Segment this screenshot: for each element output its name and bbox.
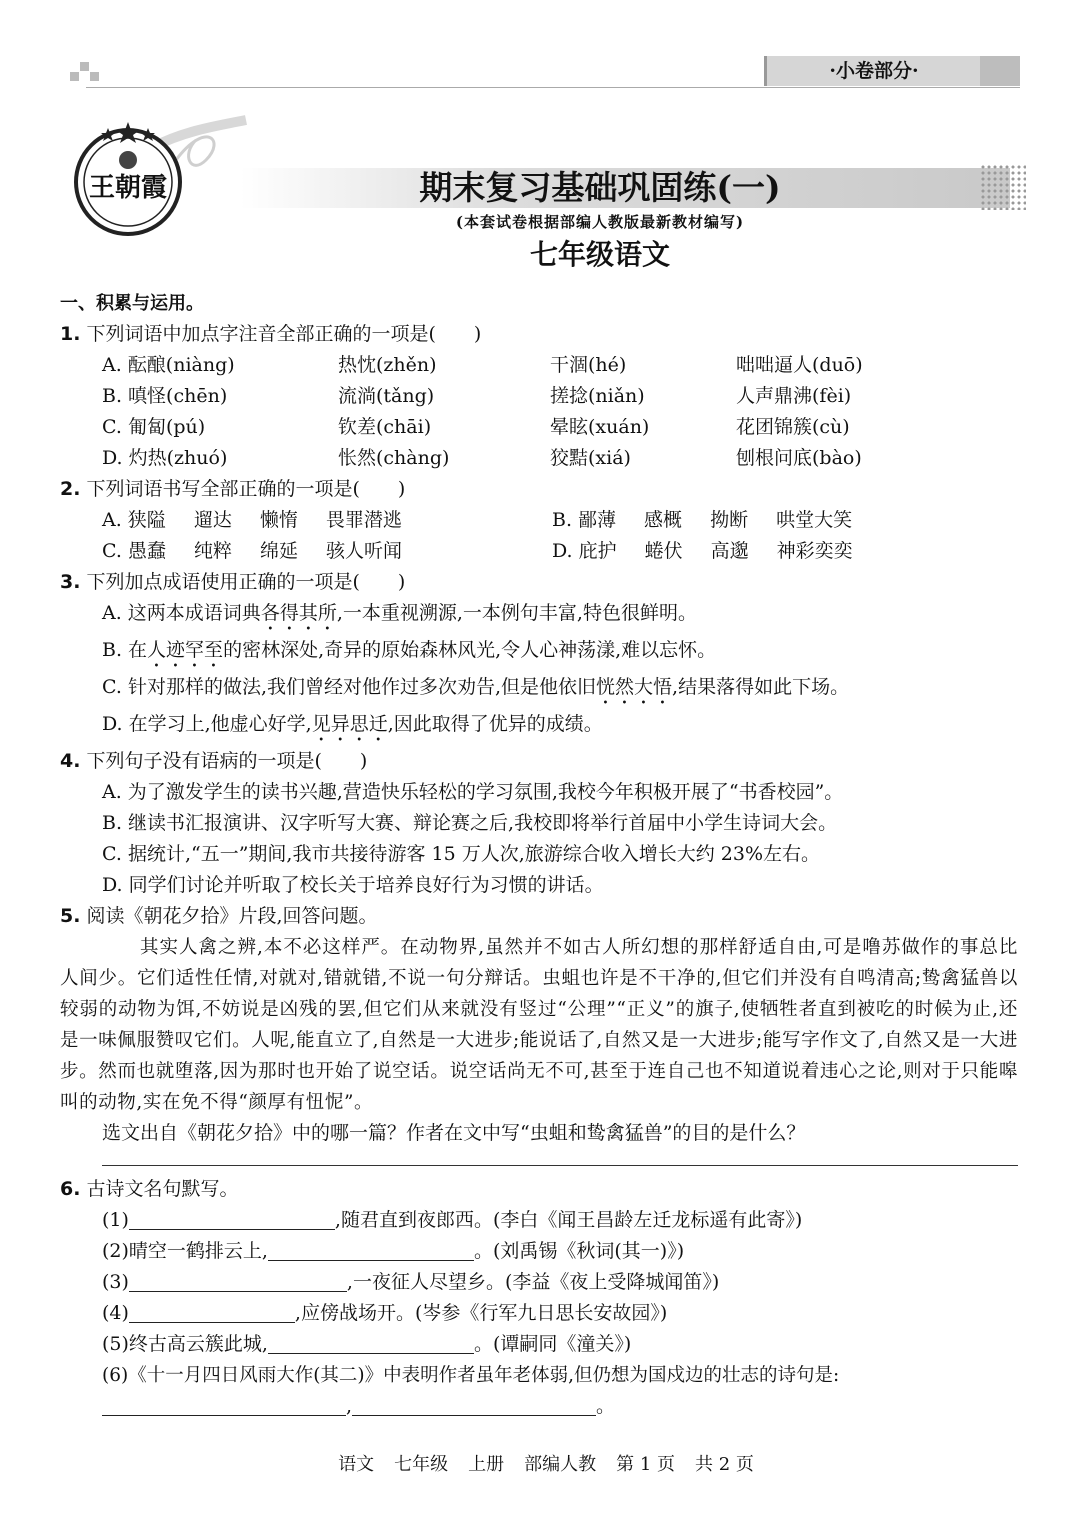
- answer-line[interactable]: [102, 1165, 1018, 1166]
- page-title: 期末复习基础巩固练(一): [419, 168, 781, 207]
- question-3: 3. 下列加点成语使用正确的一项是( ): [60, 571, 406, 593]
- publisher-logo: [56, 100, 256, 250]
- section-tag: ·小卷部分·: [764, 56, 981, 86]
- page-subtitle: (本套试卷根据部编人教版最新教材编写): [455, 213, 745, 231]
- q3-option-c: C. 针对那样的做法,我们曾经对他作过多次劝告,但是他依旧恍然大悟,结果落得如此下场。: [102, 676, 850, 698]
- q3-option-b: B. 在人迹罕至的密林深处,奇异的原始森林风光,令人心神荡漾,难以忘怀。: [102, 639, 717, 661]
- q1-option-a: A. 酝酿(niàng) 热忱(zhěn) 干涸(hé) 咄咄逼人(duō): [102, 354, 863, 376]
- q4-option-c: C. 据统计,“五一”期间,我市共接待游客 15 万人次,旅游综合收入增长大约 23%左右。: [102, 843, 821, 865]
- corner-decoration: [70, 62, 102, 82]
- q6-item-6: (6)《十一月四日风雨大作(其二)》中表明作者虽年老体弱,但仍想为国戍边的壮志的诗句是:: [102, 1365, 840, 1386]
- question-1: 1. 下列词语中加点字注音全部正确的一项是( ): [60, 323, 482, 345]
- section-tag-end: [980, 56, 1020, 86]
- q2-options-ab: A. 狭隘 遛达 懒惰 畏罪潜逃 B. 鄙薄 感概 拗断 哄堂大笑: [102, 509, 853, 531]
- q6-item-4: (4) ,应傍战场开。(岑参《行军九日思长安故园》): [102, 1302, 668, 1324]
- fill-blank[interactable]: [129, 1207, 335, 1230]
- dot-pattern: [980, 164, 1026, 210]
- q4-option-a: A. 为了激发学生的读书兴趣,营造快乐轻松的学习氛围,我校今年积极开展了“书香校园”。: [102, 781, 844, 803]
- fill-blank[interactable]: [268, 1331, 474, 1354]
- q6-item-6-answer: , 。: [102, 1391, 1030, 1422]
- question-2: 2. 下列词语书写全部正确的一项是( ): [60, 478, 406, 500]
- question-4: 4. 下列句子没有语病的一项是( ): [60, 750, 368, 772]
- grade-subject: 七年级语文: [529, 238, 670, 271]
- q2-options-cd: C. 愚蠢 纯粹 绵延 骇人听闻 D. 庇护 蜷伏 高邈 神彩奕奕: [102, 540, 853, 562]
- exam-content: [60, 288, 1030, 1422]
- fill-blank[interactable]: [102, 1393, 346, 1416]
- logo-text: 王朝霞: [88, 173, 168, 203]
- q3-option-d: D. 在学习上,他虚心好学,见异思迁,因此取得了优异的成绩。: [102, 713, 603, 735]
- q1-option-d: D. 灼热(zhuó) 怅然(chàng) 狡黠(xiá) 刨根问底(bào): [102, 447, 862, 469]
- reading-passage: 其实人禽之辨,本不必这样严。在动物界,虽然并不如古人所幻想的那样舒适自由,可是噜苏做作的事总比人间少。它们适性任情,对就对,错就错,不说一句分辩话。虫蛆也许是不干净的,但它们并没有自鸣清高;鸷禽猛兽以较弱的动物为饵,不妨说是凶残的罢,但它们从来就没有竖过“公理”“正义”的旗子,使牺牲者直到被吃的时候为止,还是一味佩服赞叹它们。人呢,能直立了,自然是一大进步;能说话了,自然又是一大进步;能写字作文了,自然又是一大进步。然而也就堕落,因为那时也开始了说空话。说空话尚无不可,甚至于连自己也不知道说着违心之论,则对于只能嗥叫的动物,实在免不得“颜厚有忸怩”。: [60, 937, 1018, 1113]
- q1-option-b: B. 嗔怪(chēn) 流淌(tǎng) 搓捻(niǎn) 人声鼎沸(fèi): [102, 385, 852, 407]
- q3-option-a: A. 这两本成语词典各得其所,一本重视溯源,一本例句丰富,特色很鲜明。: [102, 602, 697, 624]
- q4-option-d: D. 同学们讨论并听取了校长关于培养良好行为习惯的讲话。: [102, 874, 604, 896]
- q6-item-2: (2)晴空一鹤排云上, 。(刘禹锡《秋词(其一)》): [102, 1240, 685, 1262]
- question-6: 6. 古诗文名句默写。: [60, 1178, 239, 1200]
- fill-blank[interactable]: [129, 1269, 347, 1292]
- q5-question: 选文出自《朝花夕拾》中的哪一篇？作者在文中写“虫蛆和鸷禽猛兽”的目的是什么？: [102, 1122, 806, 1144]
- page-footer: 语文 七年级 上册 部编人教 第 1 页 共 2 页: [338, 1454, 754, 1475]
- q6-item-1: (1) ,随君直到夜郎西。(李白《闻王昌龄左迁龙标遥有此寄》): [102, 1209, 803, 1231]
- q4-option-b: B. 继读书汇报演讲、汉字听写大赛、辩论赛之后,我校即将举行首届中小学生诗词大会。: [102, 812, 838, 834]
- fill-blank[interactable]: [352, 1393, 596, 1416]
- q6-item-5: (5)终古高云簇此城, 。(谭嗣同《潼关》): [102, 1333, 632, 1355]
- header-rule: [86, 87, 1020, 88]
- section-heading: 一、积累与运用。: [60, 293, 204, 314]
- q6-item-3: (3) ,一夜征人尽望乡。(李益《夜上受降城闻笛》): [102, 1271, 720, 1293]
- fill-blank[interactable]: [268, 1238, 474, 1261]
- question-5: 5. 阅读《朝花夕拾》片段,回答问题。: [60, 905, 378, 927]
- fill-blank[interactable]: [129, 1300, 295, 1323]
- q1-option-c: C. 匍匐(pú) 钦差(chāi) 晕眩(xuán) 花团锦簇(cù): [102, 416, 850, 438]
